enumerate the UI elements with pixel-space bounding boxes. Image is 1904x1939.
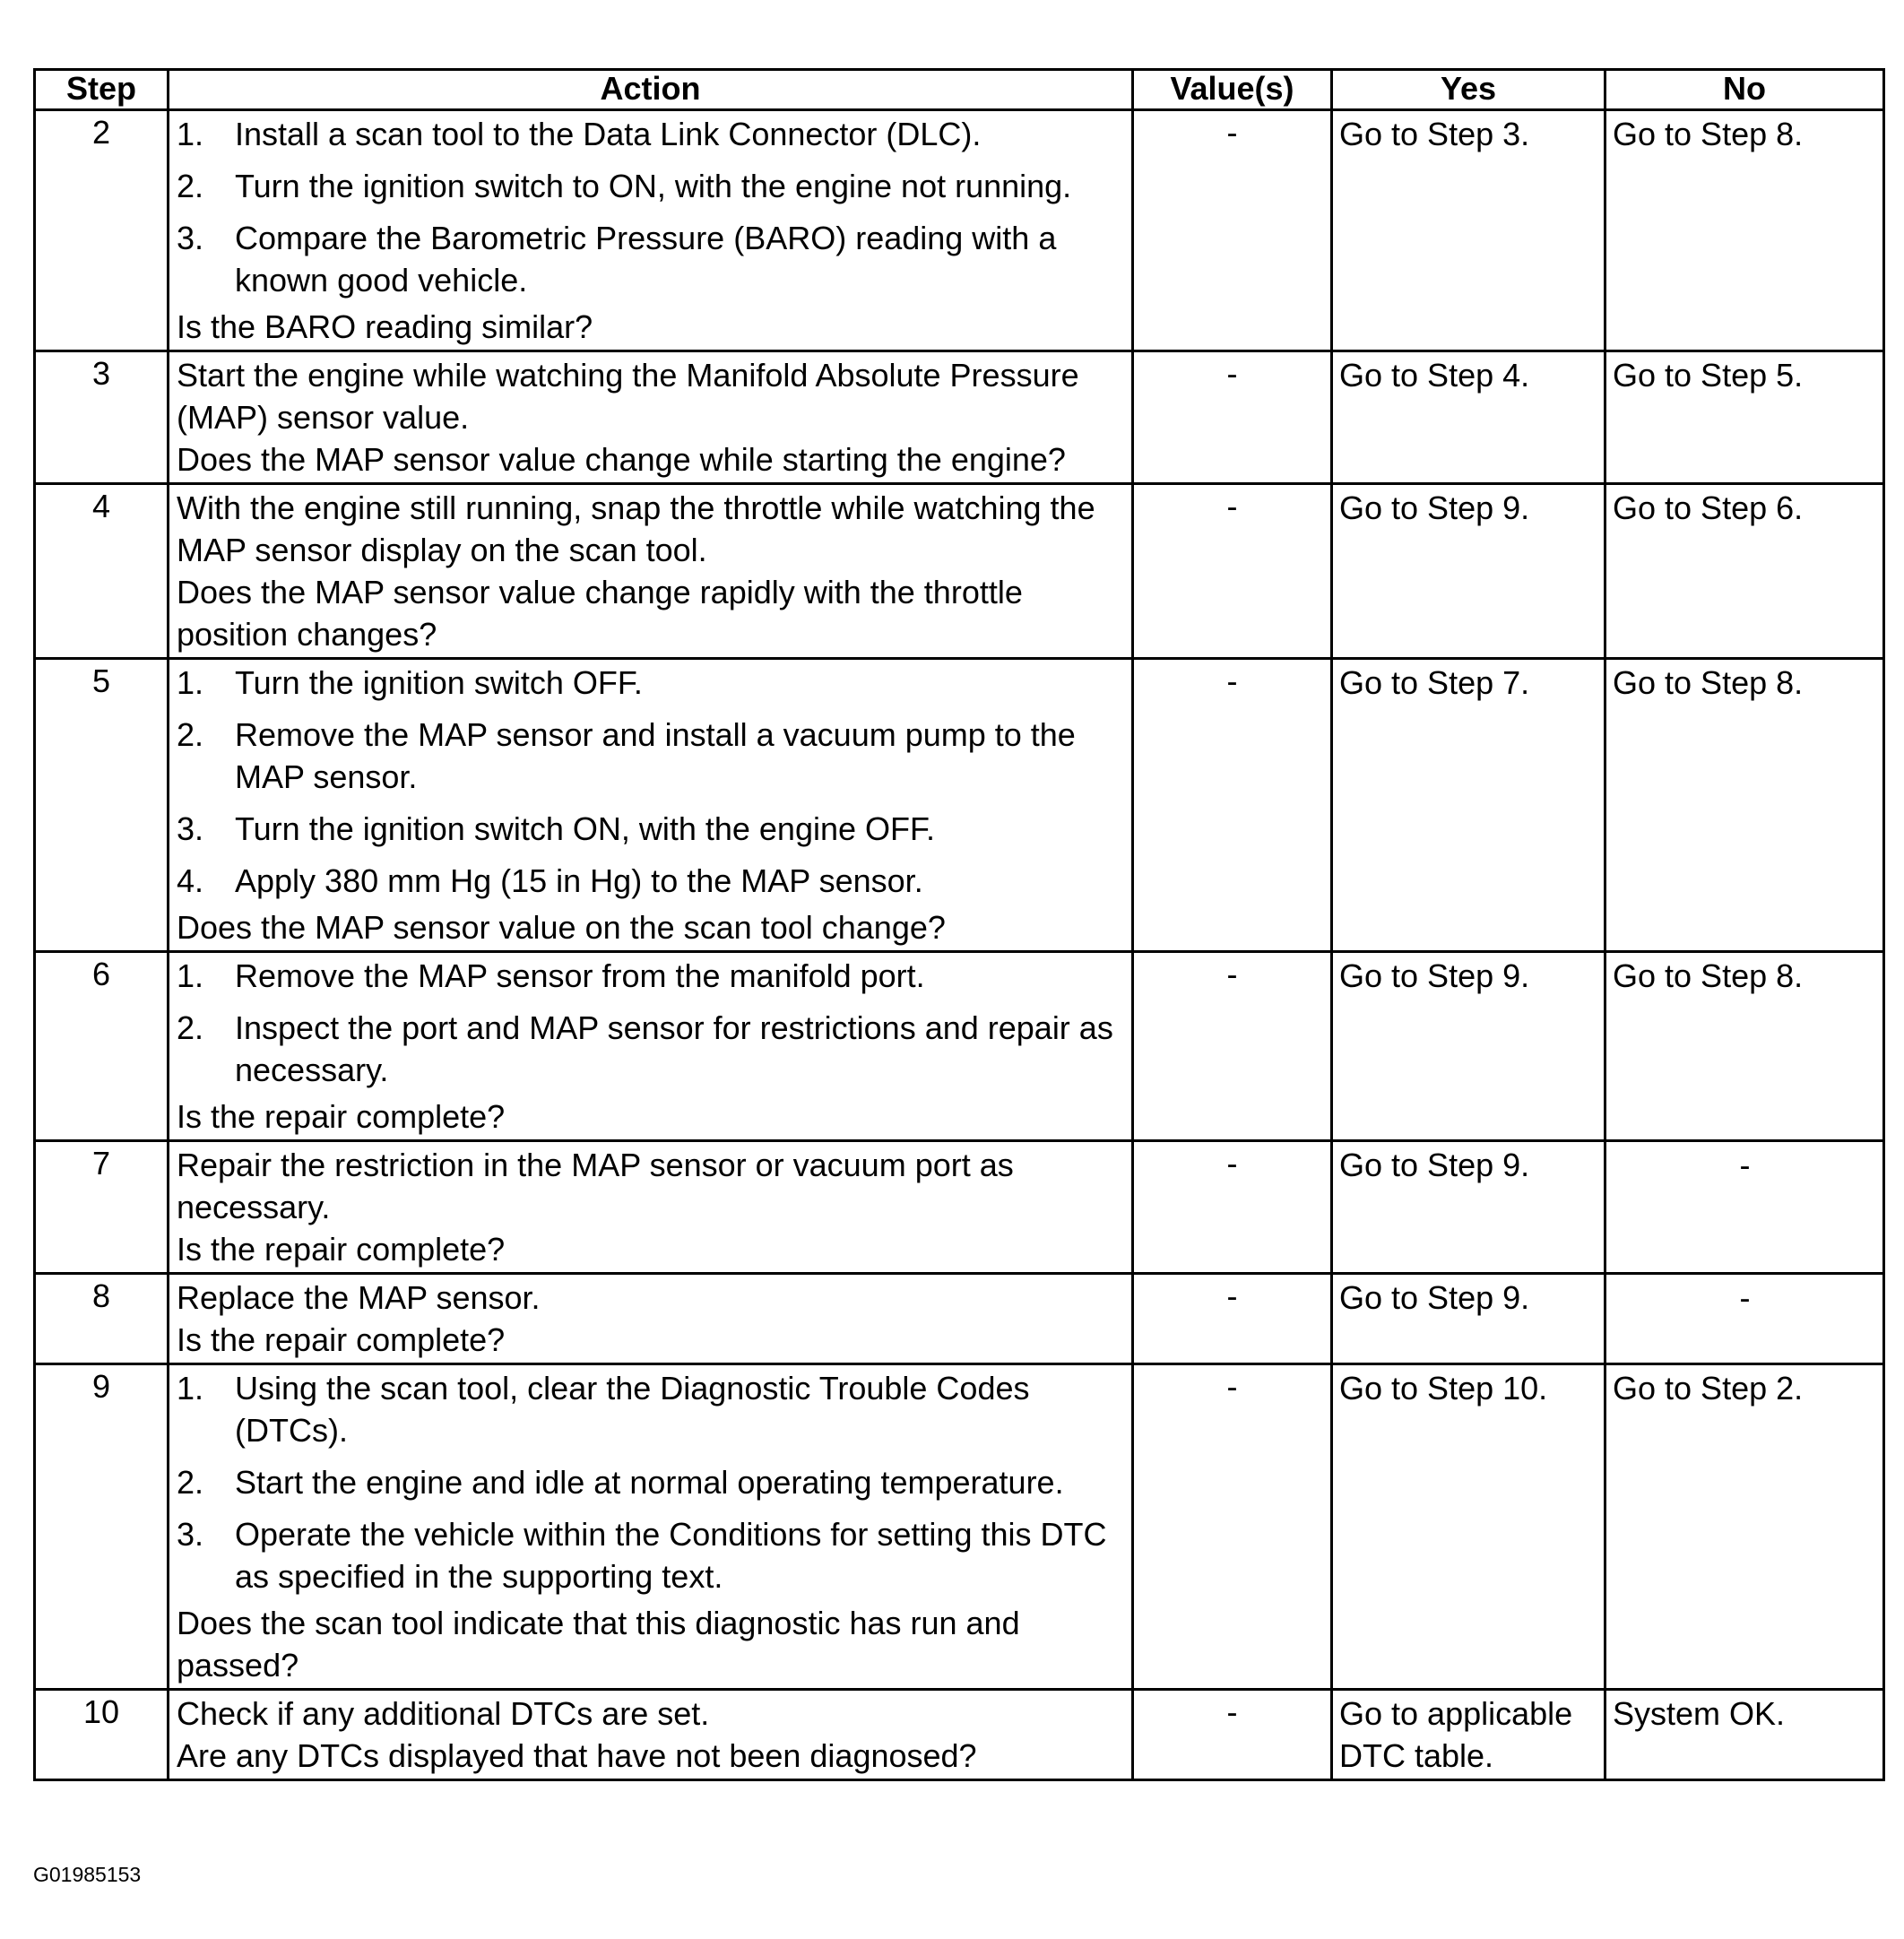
action-cell: [169, 1364, 1133, 1690]
no-cell: -: [1605, 1274, 1884, 1364]
substep-number: 1.: [177, 664, 204, 701]
action-cell: [169, 1141, 1133, 1274]
action-question: Is the repair complete?: [177, 1231, 506, 1268]
table-row: [35, 110, 1884, 351]
value-cell: -: [1133, 484, 1332, 659]
yes-cell: Go to Step 9.: [1332, 1141, 1605, 1274]
table-row: [35, 1690, 1884, 1780]
substep-number: 3.: [177, 1516, 204, 1553]
substep-number: 4.: [177, 862, 204, 899]
yes-cell: Go to Step 3.: [1332, 110, 1605, 351]
yes-cell: Go to Step 7.: [1332, 659, 1605, 952]
action-substep: [177, 113, 1122, 155]
substep-text: Using the scan tool, clear the Diagnostic Trouble Codes (DTCs).: [235, 1370, 1030, 1449]
no-cell: Go to Step 8.: [1605, 110, 1884, 351]
action-substep: [177, 1367, 1122, 1451]
substep-number: 2.: [177, 168, 204, 204]
yes-cell: Go to Step 4.: [1332, 351, 1605, 484]
action-question: Does the MAP sensor value change rapidly with the throttle position changes?: [177, 574, 1023, 653]
figure-code: G01985153: [33, 1863, 142, 1886]
action-cell: [169, 484, 1133, 659]
action-cell: [169, 1274, 1133, 1364]
substep-number: 2.: [177, 1464, 204, 1501]
action-question: Does the MAP sensor value change while starting the engine?: [177, 441, 1066, 478]
no-cell: -: [1605, 1141, 1884, 1274]
action-question: Is the BARO reading similar?: [177, 308, 593, 345]
value-cell: -: [1133, 351, 1332, 484]
step-number: 6: [35, 952, 169, 1141]
action-text: Check if any additional DTCs are set.: [177, 1695, 710, 1732]
value-cell: -: [1133, 659, 1332, 952]
step-number: 7: [35, 1141, 169, 1274]
value-cell: -: [1133, 1690, 1332, 1780]
header-yes: Yes: [1332, 70, 1605, 110]
action-substep: [177, 165, 1122, 207]
substep-text: Start the engine and idle at normal operating temperature.: [235, 1464, 1064, 1501]
action-text: Repair the restriction in the MAP sensor or vacuum port as necessary.: [177, 1147, 1014, 1225]
table-row: [35, 1364, 1884, 1690]
substep-number: 3.: [177, 220, 204, 256]
substep-text: Inspect the port and MAP sensor for restrictions and repair as necessary.: [235, 1009, 1113, 1088]
yes-cell: Go to applicable DTC table.: [1332, 1690, 1605, 1780]
no-cell: System OK.: [1605, 1690, 1884, 1780]
substep-text: Turn the ignition switch ON, with the engine OFF.: [235, 810, 936, 847]
yes-cell: Go to Step 9.: [1332, 484, 1605, 659]
action-cell: [169, 351, 1133, 484]
value-cell: -: [1133, 1364, 1332, 1690]
action-substep: [177, 808, 1122, 850]
action-cell: [169, 952, 1133, 1141]
header-row: [35, 70, 1884, 110]
table-row: [35, 484, 1884, 659]
step-number: 5: [35, 659, 169, 952]
step-number: 3: [35, 351, 169, 484]
no-cell: Go to Step 2.: [1605, 1364, 1884, 1690]
no-cell: Go to Step 8.: [1605, 659, 1884, 952]
action-cell: [169, 110, 1133, 351]
substep-number: 1.: [177, 116, 204, 152]
step-number: 9: [35, 1364, 169, 1690]
yes-cell: Go to Step 10.: [1332, 1364, 1605, 1690]
action-substep: [177, 662, 1122, 704]
value-cell: -: [1133, 110, 1332, 351]
value-cell: -: [1133, 1141, 1332, 1274]
header-no: No: [1605, 70, 1884, 110]
table-row: [35, 1274, 1884, 1364]
action-question: Is the repair complete?: [177, 1321, 506, 1358]
substep-number: 1.: [177, 1370, 204, 1407]
no-cell: Go to Step 8.: [1605, 952, 1884, 1141]
substep-number: 2.: [177, 716, 204, 753]
action-substep: [177, 1513, 1122, 1597]
substep-text: Operate the vehicle within the Conditions for setting this DTC as specified in the supporting text.: [235, 1516, 1107, 1595]
step-number: 4: [35, 484, 169, 659]
table-row: [35, 952, 1884, 1141]
value-cell: -: [1133, 1274, 1332, 1364]
action-substep: [177, 955, 1122, 997]
diagnostic-table: [33, 68, 1885, 1781]
action-substep: [177, 217, 1122, 301]
action-question: Are any DTCs displayed that have not been diagnosed?: [177, 1737, 977, 1774]
table-row: [35, 659, 1884, 952]
action-question: Does the scan tool indicate that this diagnostic has run and passed?: [177, 1605, 1020, 1684]
substep-number: 3.: [177, 810, 204, 847]
step-number: 2: [35, 110, 169, 351]
substep-text: Turn the ignition switch OFF.: [235, 664, 643, 701]
substep-text: Remove the MAP sensor from the manifold port.: [235, 957, 925, 994]
no-cell: Go to Step 5.: [1605, 351, 1884, 484]
no-cell: Go to Step 6.: [1605, 484, 1884, 659]
header-step: Step: [35, 70, 169, 110]
action-substep: [177, 860, 1122, 902]
step-number: 10: [35, 1690, 169, 1780]
yes-cell: Go to Step 9.: [1332, 952, 1605, 1141]
action-substep: [177, 1461, 1122, 1503]
step-number: 8: [35, 1274, 169, 1364]
action-text: With the engine still running, snap the throttle while watching the MAP sensor display on the scan tool.: [177, 489, 1095, 568]
action-text: Start the engine while watching the Manifold Absolute Pressure (MAP) sensor value.: [177, 357, 1079, 436]
value-cell: -: [1133, 952, 1332, 1141]
substep-text: Install a scan tool to the Data Link Connector (DLC).: [235, 116, 982, 152]
action-substep: [177, 1007, 1122, 1091]
action-text: Replace the MAP sensor.: [177, 1279, 541, 1316]
substep-number: 1.: [177, 957, 204, 994]
action-cell: [169, 1690, 1133, 1780]
substep-text: Apply 380 mm Hg (15 in Hg) to the MAP sensor.: [235, 862, 923, 899]
substep-text: Compare the Barometric Pressure (BARO) reading with a known good vehicle.: [235, 220, 1057, 299]
substep-text: Remove the MAP sensor and install a vacuum pump to the MAP sensor.: [235, 716, 1076, 795]
header-values: Value(s): [1133, 70, 1332, 110]
header-action: Action: [169, 70, 1133, 110]
action-cell: [169, 659, 1133, 952]
action-question: Is the repair complete?: [177, 1098, 506, 1135]
substep-text: Turn the ignition switch to ON, with the engine not running.: [235, 168, 1072, 204]
table-row: [35, 1141, 1884, 1274]
action-question: Does the MAP sensor value on the scan tool change?: [177, 909, 946, 946]
substep-number: 2.: [177, 1009, 204, 1046]
table-row: [35, 351, 1884, 484]
action-substep: [177, 714, 1122, 798]
yes-cell: Go to Step 9.: [1332, 1274, 1605, 1364]
